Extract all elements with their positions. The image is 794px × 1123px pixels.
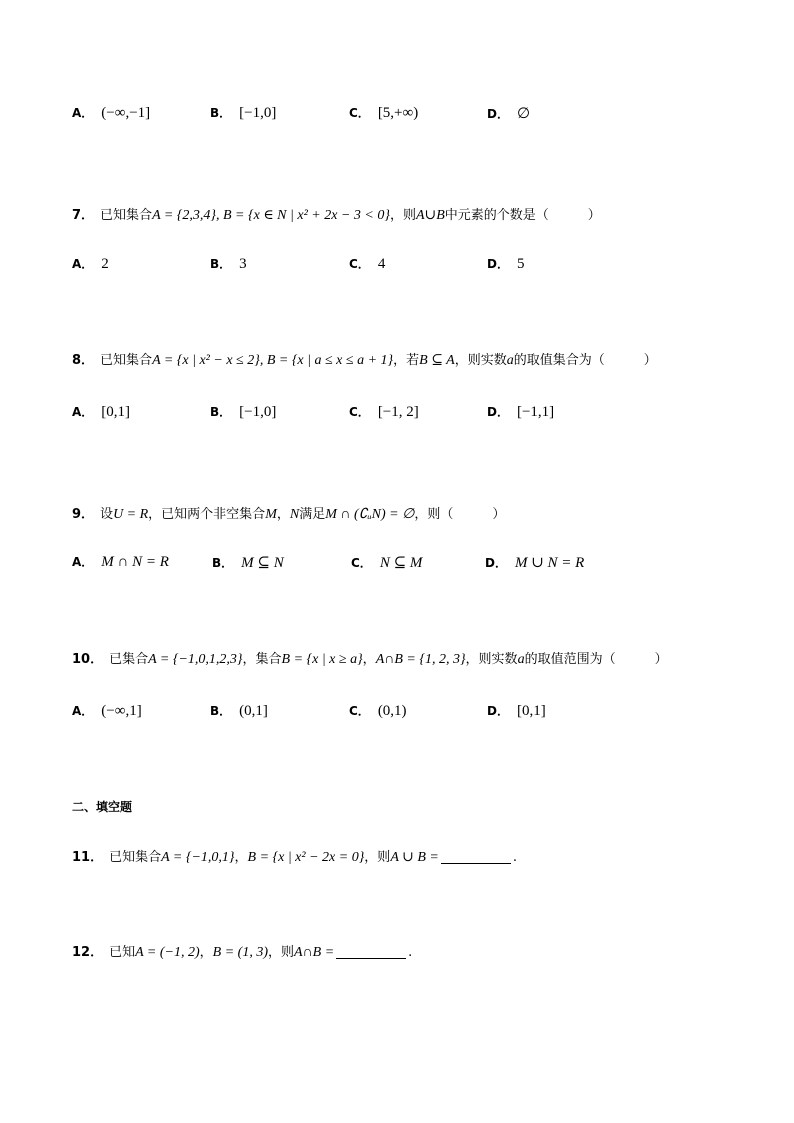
question-text: ，: [199, 945, 213, 960]
question-text: ，则: [389, 208, 416, 223]
math-expression: A = (−1, 2): [135, 945, 200, 960]
question-text: ，则实数: [454, 353, 507, 368]
option-label: C．: [349, 257, 370, 271]
option-value: M ⊆ N: [241, 555, 284, 571]
question-number: 7．: [72, 208, 95, 223]
option-value: ∅: [516, 106, 531, 122]
math-expression: B = {x | x² − 2x = 0}: [247, 850, 365, 865]
option-value: [−1,1]: [516, 404, 555, 420]
math-expression: a: [506, 353, 514, 368]
option-label: B．: [212, 556, 234, 570]
option-label: C．: [351, 556, 372, 570]
q6-option-a: [72, 104, 150, 122]
q9-option-d: [485, 553, 584, 572]
math-expression: A∩B =: [294, 945, 335, 960]
option-label: D．: [485, 556, 507, 570]
q6-option-b: [210, 104, 276, 122]
math-expression: U = R: [113, 507, 149, 522]
math-expression: A = {2,3,4}, B = {x ∈ N | x² + 2x − 3 < 0}: [152, 208, 390, 223]
question-text: ，: [234, 850, 248, 865]
math-expression: A∪B: [415, 208, 445, 223]
question-text: 已知集合: [100, 208, 153, 223]
option-label: C．: [349, 106, 370, 120]
answer-blank[interactable]: [336, 944, 406, 959]
option-value: 4: [377, 256, 386, 272]
option-value: [0,1]: [101, 404, 131, 420]
option-value: [−1, 2]: [377, 404, 419, 420]
option-value: [0,1]: [516, 703, 546, 719]
math-expression: A ∪ B =: [390, 850, 439, 865]
question-text: ，则: [267, 945, 294, 960]
question-text: ，: [362, 652, 376, 667]
option-label: C．: [349, 704, 370, 718]
q10-option-b: [210, 702, 268, 720]
option-value: [−1,0]: [239, 404, 277, 420]
q10-option-a: [72, 702, 142, 720]
q7-option-c: [349, 255, 385, 273]
q9-option-c: [351, 553, 422, 572]
question-text: ，集合: [242, 652, 282, 667]
q7-option-d: [487, 255, 524, 273]
option-value: (0,1]: [239, 703, 268, 719]
question-text: 已知集合: [109, 850, 162, 865]
question-text: 的取值范围为（ ）: [524, 652, 668, 667]
q8-option-b: [210, 403, 276, 421]
q6-option-c: [349, 104, 418, 122]
option-value: 2: [101, 256, 109, 272]
question-text: ，则实数: [465, 652, 518, 667]
q8-option-d: [487, 403, 554, 421]
math-expression: B = {x | x ≥ a}: [281, 652, 363, 667]
math-expression: M: [265, 507, 277, 522]
question-text: 已知: [109, 945, 136, 960]
option-label: B．: [210, 106, 232, 120]
option-value: M ∪ N = R: [514, 555, 585, 571]
option-label: A．: [72, 555, 94, 569]
q6-option-d: [487, 104, 530, 123]
option-label: A．: [72, 704, 94, 718]
math-expression: N: [289, 507, 300, 522]
question-number: 9．: [72, 507, 95, 522]
question-7: [72, 204, 794, 224]
question-text: 的取值集合为（ ）: [513, 353, 657, 368]
answer-blank[interactable]: [441, 849, 511, 864]
question-text: 已知集合: [100, 353, 153, 368]
option-label: D．: [487, 704, 509, 718]
question-text: 满足: [299, 507, 326, 522]
question-number: 12．: [72, 945, 104, 960]
q8-option-a: [72, 403, 130, 421]
option-label: B．: [210, 704, 232, 718]
question-10: [72, 648, 794, 668]
question-text: ，则（ ）: [414, 507, 506, 522]
option-label: B．: [210, 405, 232, 419]
math-expression: B = (1, 3): [212, 945, 268, 960]
q10-option-d: [487, 702, 546, 720]
question-8: [72, 349, 794, 369]
option-value: (−∞,−1]: [101, 105, 151, 121]
math-expression: A = {−1,0,1}: [161, 850, 235, 865]
question-text: ，已知两个非空集合: [148, 507, 266, 522]
math-expression: a: [517, 652, 525, 667]
question-text: ，若: [393, 353, 420, 368]
math-expression: B ⊆ A: [419, 353, 455, 368]
option-label: C．: [349, 405, 370, 419]
option-value: 3: [239, 256, 247, 272]
q7-option-b: [210, 255, 247, 273]
option-label: D．: [487, 107, 509, 121]
q9-option-b: [212, 553, 284, 572]
question-number: 10．: [72, 652, 104, 667]
question-12: [72, 941, 794, 961]
q8-option-c: [349, 403, 419, 421]
question-text: ，则: [364, 850, 391, 865]
question-text: 已集合: [109, 652, 149, 667]
question-text: .: [512, 850, 517, 865]
math-expression: M ∩ (∁ᵤN) = ∅: [325, 507, 415, 522]
math-expression: A = {−1,0,1,2,3}: [148, 652, 243, 667]
question-11: [72, 846, 794, 866]
q10-option-c: [349, 702, 407, 720]
question-number: 11．: [72, 850, 104, 865]
option-value: 5: [516, 256, 525, 272]
q7-option-a: [72, 255, 109, 273]
option-label: D．: [487, 405, 509, 419]
option-value: [−1,0]: [239, 105, 277, 121]
option-value: M ∩ N = R: [101, 554, 169, 570]
option-label: D．: [487, 257, 509, 271]
option-label: A．: [72, 257, 94, 271]
question-number: 8．: [72, 353, 95, 368]
question-9: [72, 503, 794, 523]
option-label: A．: [72, 106, 94, 120]
option-value: (0,1): [377, 703, 407, 719]
section-title: 二、填空题: [72, 800, 133, 814]
q9-option-a: [72, 553, 169, 571]
question-text: 中元素的个数是（ ）: [444, 208, 601, 223]
math-expression: A = {x | x² − x ≤ 2}, B = {x | a ≤ x ≤ a + 1}: [152, 353, 394, 368]
question-text: .: [408, 945, 413, 960]
option-value: (−∞,1]: [101, 703, 142, 719]
option-label: B．: [210, 257, 232, 271]
option-label: A．: [72, 405, 94, 419]
option-value: N ⊆ M: [379, 555, 423, 571]
question-text: ，: [276, 507, 290, 522]
math-expression: A∩B = {1, 2, 3}: [375, 652, 466, 667]
option-value: [5,+∞): [377, 105, 419, 121]
question-text: 设: [100, 507, 114, 522]
